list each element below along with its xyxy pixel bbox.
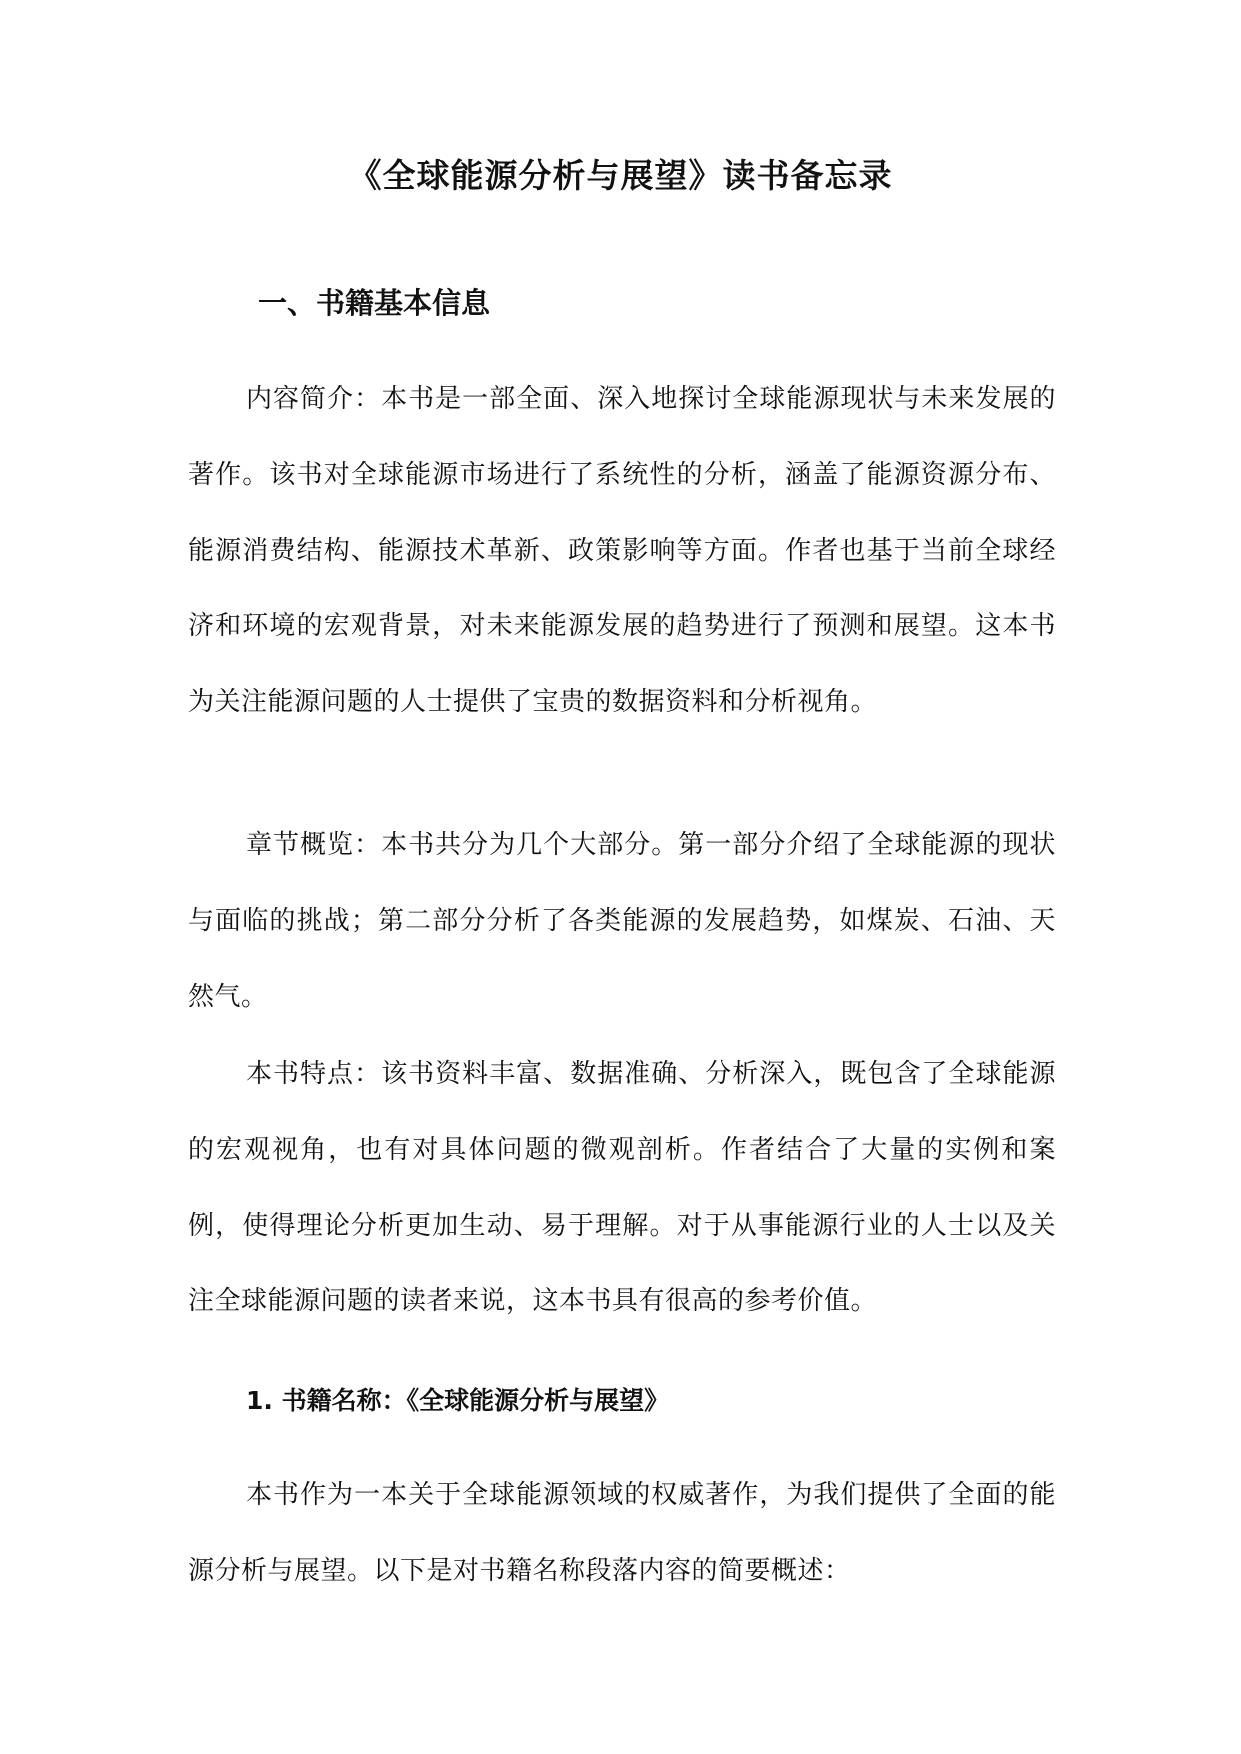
- paragraph-book-name-summary: 本书作为一本关于全球能源领域的权威著作，为我们提供了全面的能源分析与展望。以下是对书籍名称段落内容的简要概述：: [188, 1480, 1056, 1586]
- subsection-heading-book-name: 1. 书籍名称：《全球能源分析与展望》: [246, 1386, 670, 1415]
- paragraph-book-features: 本书特点：该书资料丰富、数据准确、分析深入，既包含了全球能源的宏观视角，也有对具体问题的微观剖析。作者结合了大量的实例和案例，使得理论分析更加生动、易于理解。对于从事能源行业的人士以及关注全球能源问题的读者来说，这本书具有很高的参考价值。: [188, 1059, 1056, 1317]
- paragraph-chapter-overview: 章节概览：本书共分为几个大部分。第一部分介绍了全球能源的现状与面临的挑战；第二部分分析了各类能源的发展趋势，如煤炭、石油、天然气。: [188, 830, 1056, 1012]
- document-title: 《全球能源分析与展望》读书备忘录: [348, 156, 893, 195]
- paragraph-content-summary: 内容简介：本书是一部全面、深入地探讨全球能源现状与未来发展的著作。该书对全球能源市场进行了系统性的分析，涵盖了能源资源分布、能源消费结构、能源技术革新、政策影响等方面。作者也基于当前全球经济和环境的宏观背景，对未来能源发展的趋势进行了预测和展望。这本书为关注能源问题的人士提供了宝贵的数据资料和分析视角。: [188, 384, 1056, 718]
- section-heading-book-info: 一、书籍基本信息: [258, 286, 491, 320]
